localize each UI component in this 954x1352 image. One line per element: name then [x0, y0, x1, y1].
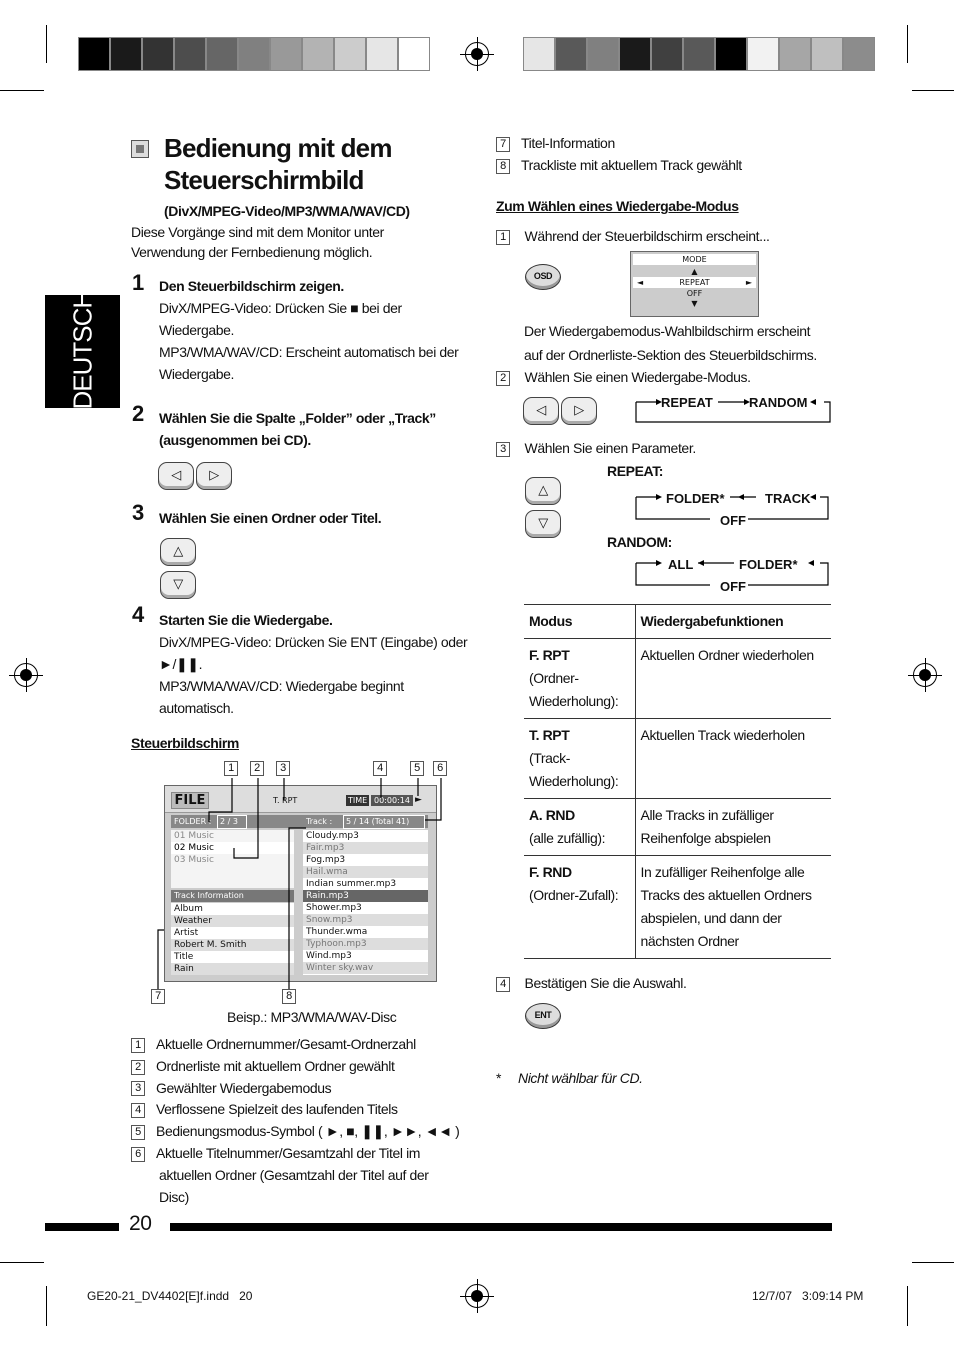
color-bar-right [523, 37, 875, 71]
down-button[interactable]: ▽ [160, 571, 196, 599]
color-swatch [747, 37, 779, 71]
color-swatch [779, 37, 811, 71]
color-swatch [683, 37, 715, 71]
repeat-mode: T. RPT [273, 796, 298, 805]
legend-number: 2 [131, 1060, 145, 1075]
legend-text: Aktuelle Titelnummer/Gesamtzahl der Titel im [156, 1145, 421, 1161]
info-item: Rain [171, 963, 294, 975]
color-swatch [555, 37, 587, 71]
mode-table [524, 604, 831, 959]
folder-item: 02 Music [171, 842, 294, 854]
track-item: Rain.mp3 [303, 890, 428, 902]
mode-description: Der Wiedergabemodus-Wahlbildschirm erscheint auf der Ordnerliste-Sektion des Steuerbildschirms. [524, 323, 817, 363]
info-item: Robert M. Smith [171, 939, 294, 951]
crop-mark [912, 1262, 954, 1263]
crop-mark [0, 1262, 44, 1263]
legend-number: 1 [131, 1038, 145, 1053]
callout-number: 2 [250, 761, 264, 776]
footer-date: 12/7/07 3:09:14 PM [752, 1289, 864, 1303]
track-item: Winter sky.wav [303, 962, 428, 974]
track-item: Shower.mp3 [306, 903, 362, 913]
intro-text: Diese Vorgänge sind mit dem Monitor unter Verwendung der Fernbedienung möglich. [131, 224, 384, 260]
legend-number: 7 [496, 137, 510, 152]
right-button[interactable]: ▷ [196, 462, 232, 490]
legend-item [131, 1078, 331, 1098]
osd-button[interactable]: OSD [525, 264, 561, 290]
track-value: 5 / 14 (Total 41) [343, 815, 425, 829]
repeat-label: REPEAT: [607, 463, 664, 479]
registration-mark-icon [14, 663, 38, 687]
crop-mark [907, 1286, 908, 1326]
table-row: F. RND (Ordner-Zufall): In zufälliger Reihenfolge alle Tracks des aktuellen Ordners abspielen, und dann der nächsten Ordner [524, 856, 831, 959]
legend-item [131, 1121, 459, 1141]
mode-step-2: 2 Wählen Sie einen Wiedergabe-Modus. [496, 367, 751, 387]
track-item: Snow.mp3 [303, 914, 428, 926]
time-value: 00:00:14 [371, 795, 413, 806]
right-arrow-icon: ► [745, 278, 752, 287]
track-item: Thunder.wma [306, 927, 368, 937]
color-swatch [174, 37, 206, 71]
formats-label: (DivX/MPEG-Video/MP3/WMA/WAV/CD) [164, 203, 410, 219]
down-button[interactable]: ▽ [525, 510, 561, 538]
folder-item: 01 Music [174, 831, 214, 841]
step-number: 2 [132, 401, 144, 426]
folder-value: 2 / 3 [217, 815, 247, 829]
flow-random: RANDOM [749, 395, 808, 410]
legend-text: Aktuelle Ordnernummer/Gesamt-Ordnerzahl [156, 1036, 416, 1052]
language-tab-label: DEUTSCH [67, 290, 98, 410]
page-title: Bedienung mit dem Steuerschirmbild [164, 133, 392, 195]
footer-bar-left [45, 1223, 119, 1231]
legend-text: Titel-Information [521, 135, 615, 151]
random-label: RANDOM: [607, 534, 672, 550]
legend-text: Trackliste mit aktuellem Track gewählt [521, 157, 742, 173]
callout-number: 8 [282, 989, 296, 1004]
flow-repeat: REPEAT [661, 395, 713, 410]
track-item: Fair.mp3 [303, 842, 428, 854]
ent-button[interactable]: ENT [525, 1003, 561, 1029]
callout-number: 5 [410, 761, 424, 776]
mode-step-4: 4 Bestätigen Sie die Auswahl. [496, 973, 686, 993]
language-tab [45, 290, 120, 410]
color-swatch [270, 37, 302, 71]
step-3: Wählen Sie einen Ordner oder Titel. [159, 510, 382, 526]
page-number: 20 [129, 1212, 152, 1235]
flow-track: TRACK [765, 491, 811, 506]
table-header: Modus [524, 605, 635, 639]
step-2: Wählen Sie die Spalte „Folder” oder „Track” (ausgenommen bei CD). [159, 410, 436, 448]
color-swatch [366, 37, 398, 71]
legend-text: Verflossene Spielzeit des laufenden Titels [156, 1101, 398, 1118]
registration-mark-icon [465, 42, 489, 66]
registration-mark-icon [465, 1284, 489, 1308]
left-arrow-icon: ◄ [637, 278, 644, 287]
title-bullet-icon [131, 140, 149, 158]
track-item: Indian summer.mp3 [306, 879, 397, 889]
up-arrow-icon: ▲ [691, 267, 698, 276]
legend-item [496, 155, 742, 175]
color-swatch [843, 37, 875, 71]
crop-mark [907, 25, 908, 63]
mode-popup [630, 251, 759, 317]
left-button[interactable]: ◁ [158, 462, 194, 490]
flow-folder: FOLDER* [739, 557, 798, 572]
track-label: Track : [306, 817, 333, 826]
flow-all: ALL [668, 557, 694, 572]
mode-heading: Zum Wählen eines Wiedergabe-Modus [496, 198, 739, 214]
crop-mark [912, 90, 954, 91]
color-swatch [302, 37, 334, 71]
mode-popup-title: MODE [633, 254, 756, 265]
legend-number: 6 [131, 1147, 145, 1162]
folder-label: FOLDER : [174, 817, 212, 826]
color-swatch [651, 37, 683, 71]
info-item: Title [174, 952, 194, 962]
folder-item: 03 Music [174, 855, 214, 865]
legend-number: 3 [131, 1081, 145, 1096]
color-swatch [523, 37, 555, 71]
mode-popup-selected: ◄ REPEAT ► [633, 277, 756, 288]
up-button[interactable]: △ [160, 538, 196, 566]
caption: Beisp.: MP3/WMA/WAV-Disc [227, 1009, 397, 1025]
table-row: A. RND (alle zufällig): Alle Tracks in zufälliger Reihenfolge abspielen [524, 799, 831, 856]
track-item: Hail.wma [303, 866, 428, 878]
color-swatch [398, 37, 430, 71]
color-swatch [715, 37, 747, 71]
info-header: Track Information [174, 891, 244, 900]
info-item: Weather [171, 915, 294, 927]
mode-popup-option: OFF [686, 289, 703, 298]
step-number: 3 [132, 500, 144, 525]
legend-text: Disc) [159, 1188, 189, 1205]
legend-item [131, 1143, 420, 1163]
color-swatch [811, 37, 843, 71]
callout-lines [140, 770, 460, 1000]
color-swatch [78, 37, 110, 71]
flow-off: OFF [720, 513, 746, 528]
track-item: Cloudy.mp3 [306, 831, 359, 841]
flow-off: OFF [720, 579, 746, 594]
color-swatch [238, 37, 270, 71]
file-label: FILE [171, 792, 209, 809]
info-item: Album [174, 904, 203, 914]
legend-text: Ordnerliste mit aktuellem Ordner gewählt [156, 1057, 395, 1074]
footer-bar-right [170, 1223, 832, 1231]
callout-number: 4 [373, 761, 387, 776]
crop-mark [46, 25, 47, 63]
mode-step-1: 1 Während der Steuerbildschirm erscheint... [496, 226, 770, 246]
table-row: T. RPT (Track-Wiederholung): Aktuellen Track wiederholen [524, 719, 831, 799]
color-swatch [334, 37, 366, 71]
legend-number: 5 [131, 1125, 145, 1140]
left-button[interactable]: ◁ [523, 397, 559, 425]
legend-text: Bedienungsmodus-Symbol ( ►, ■, ❚❚, ►►, ◄◄ ) [156, 1123, 460, 1140]
crop-mark [46, 1286, 47, 1326]
color-swatch [206, 37, 238, 71]
mode-step-3: 3 Wählen Sie einen Parameter. [496, 438, 696, 458]
legend-item [131, 1056, 394, 1076]
callout-number: 7 [151, 989, 165, 1004]
step-4: Starten Sie die Wiedergabe. DivX/MPEG-Video: Drücken Sie ENT (Eingabe) oder ►/❚❚. MP3/WMA/WAV/CD: Wiedergabe beginnt automatisch. [159, 612, 468, 716]
table-header: Wiedergabefunktionen [635, 605, 831, 639]
legend-number: 8 [496, 159, 510, 174]
up-button[interactable]: △ [525, 477, 561, 505]
footer-file: GE20-21_DV4402[E]f.indd 20 [87, 1289, 253, 1303]
legend-number: 4 [131, 1103, 145, 1118]
legend-item [496, 133, 615, 153]
info-item: Artist [174, 928, 199, 938]
table-row: F. RPT (Ordner-Wiederholung): Aktuellen Ordner wiederholen [524, 639, 831, 719]
time-label: TIME [348, 796, 368, 805]
legend-text: aktuellen Ordner (Gesamtzahl der Titel auf der [159, 1167, 429, 1183]
callout-number: 6 [433, 761, 447, 776]
step-1: Den Steuerbildschirm zeigen. DivX/MPEG-Video: Drücken Sie ■ bei der Wiedergabe. MP3/WMA/WAV/CD: Erscheint automatisch bei der Wiedergabe. [159, 278, 459, 382]
color-swatch [142, 37, 174, 71]
color-swatch [619, 37, 651, 71]
color-bar-left [78, 37, 430, 71]
play-icon: ► [415, 795, 422, 805]
legend-item [131, 1034, 416, 1054]
flow-folder: FOLDER* [666, 491, 725, 506]
crop-mark [0, 90, 44, 91]
color-swatch [587, 37, 619, 71]
footnote-marker: * [496, 1070, 502, 1086]
step-number: 4 [132, 602, 144, 627]
footnote: Nicht wählbar für CD. [518, 1070, 643, 1086]
color-swatch [110, 37, 142, 71]
callout-number: 3 [276, 761, 290, 776]
step-number: 1 [132, 270, 144, 295]
legend-item [131, 1099, 398, 1119]
track-item: Wind.mp3 [306, 951, 352, 961]
registration-mark-icon [913, 663, 937, 687]
track-item: Typhoon.mp3 [303, 938, 428, 950]
legend-text: Gewählter Wiedergabemodus [156, 1079, 332, 1096]
right-button[interactable]: ▷ [561, 397, 597, 425]
down-arrow-icon: ▼ [691, 299, 698, 308]
callout-number: 1 [224, 761, 238, 776]
screen-heading: Steuerbildschirm [131, 735, 239, 751]
track-item: Fog.mp3 [306, 855, 346, 865]
